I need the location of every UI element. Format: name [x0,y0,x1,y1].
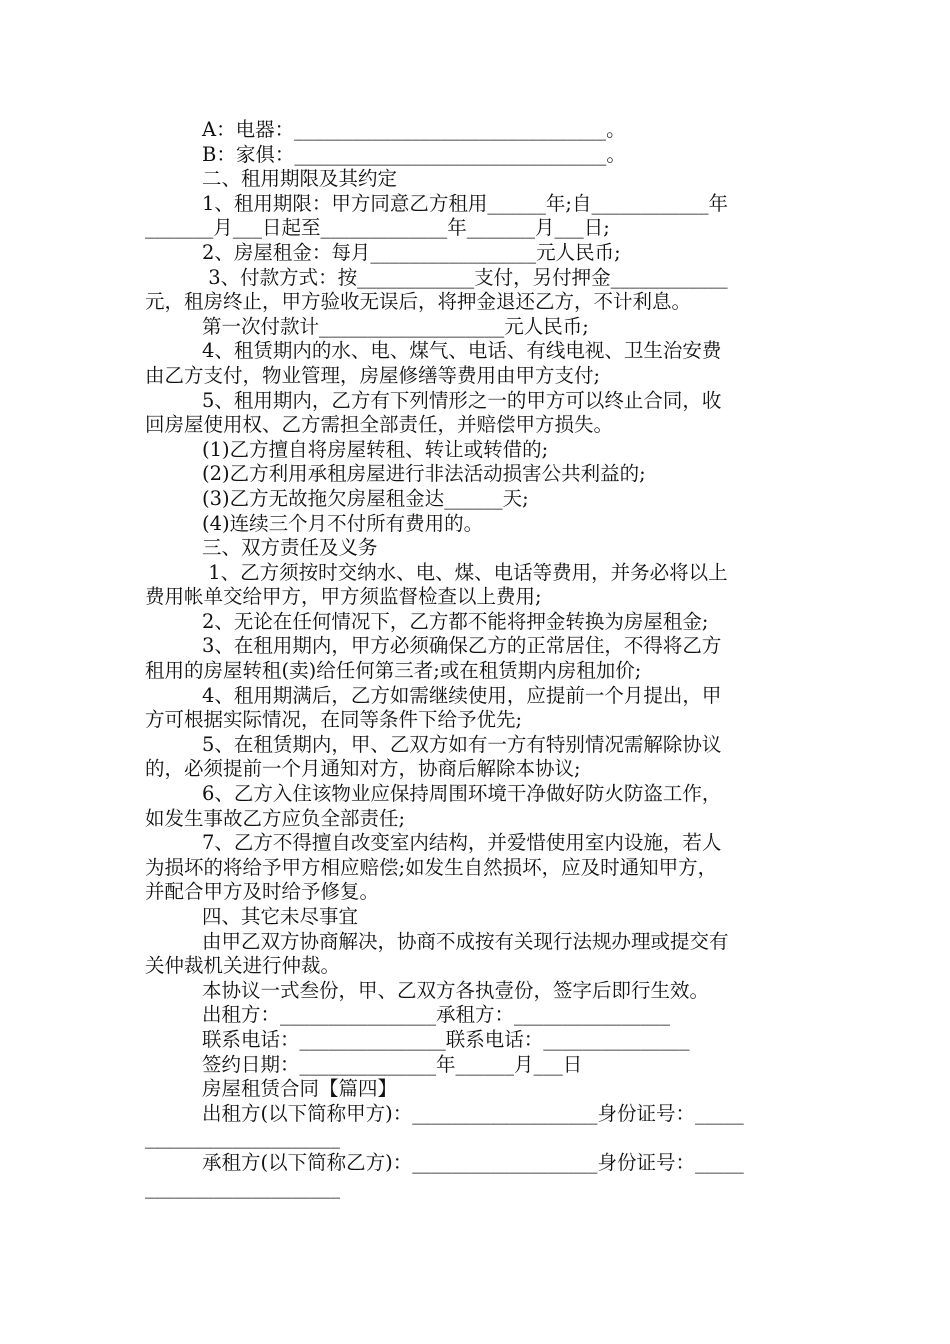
text-line: 7、乙方不得擅自改变室内结构，并爱惜使用室内设施，若人 [202,831,722,855]
text-line: ____________________ [145,1175,340,1199]
text-line: (2)乙方利用承租房屋进行非法活动损害公共利益的; [202,462,646,486]
text-line: 出租方：________________承租方：________________ [202,1003,671,1027]
text-line: _______月___日起至_____________年_______月___日; [145,216,610,240]
text-line: 回房屋使用权、乙方需担全部责任，并赔偿甲方损失。 [145,413,614,437]
text-line: 房屋租赁合同【篇四】 [202,1077,398,1101]
text-line: 并配合甲方及时给予修复。 [145,880,380,904]
text-line: 由甲乙双方协商解决，协商不成按有关现行法规办理或提交有 [202,929,729,953]
text-line: 6、乙方入住该物业应保持周围环境干净做好防火防盗工作， [202,782,722,806]
text-line: 1、乙方须按时交纳水、电、煤、电话等费用，并务必将以上 [202,560,728,584]
text-line: 方可根据实际情况，在同等条件下给予优先; [145,708,523,732]
text-line: 费用帐单交给甲方，甲方须监督检查以上费用; [145,585,542,609]
text-line: 签约日期：______________年______月___日 [202,1052,583,1076]
text-line: A：电器：________________________________。 [202,118,626,141]
document-body [145,118,810,1200]
text-line: 元，租房终止，甲方验收无误后，将押金退还乙方，不计利息。 [145,290,692,314]
text-line: 4、租用期满后，乙方如需继续使用，应提前一个月提出，甲 [202,683,722,707]
text-line: 3、付款方式：按____________支付，另付押金____________ [202,265,728,289]
text-line: B：家俱：________________________________。 [202,142,626,166]
text-line: (3)乙方无故拖欠房屋租金达______天; [202,486,529,510]
text-line: 承租方(以下简称乙方)：___________________身份证号：_____ [202,1150,744,1174]
text-line: 1、租用期限：甲方同意乙方租用______年;自____________年 [202,191,728,215]
text-line: 本协议一式叁份，甲、乙双方各执壹份，签字后即行生效。 [202,978,710,1002]
text-line: 二、租用期限及其约定 [202,167,398,191]
text-line: ____________________ [145,1126,340,1150]
text-line: 5、在租赁期内，甲、乙双方如有一方有特别情况需解除协议 [202,732,722,756]
text-line: (1)乙方擅自将房屋转租、转让或转借的; [202,437,549,461]
text-line: 四、其它未尽事宜 [202,905,359,928]
text-line: 租用的房屋转租(卖)给任何第三者;或在租赁期内房租加价; [145,659,642,683]
text-line: 第一次付款计___________________元人民币; [202,314,589,338]
text-line: 三、双方责任及义务 [202,536,378,560]
text-line: (4)连续三个月不付所有费用的。 [202,511,484,535]
text-line: 为损坏的将给予甲方相应赔偿;如发生自然损坏，应及时通知甲方， [145,855,718,879]
text-line: 联系电话：_______________联系电话：_______________ [202,1027,690,1051]
text-line: 关仲裁机关进行仲裁。 [145,954,341,978]
text-line: 5、租用期内，乙方有下列情形之一的甲方可以终止合同，收 [202,388,722,412]
text-line: 3、在租用期内，甲方必须确保乙方的正常居住，不得将乙方 [202,634,722,658]
text-line: 由乙方支付，物业管理，房屋修缮等费用由甲方支付; [145,363,601,387]
text-line: 2、无论在任何情况下，乙方都不能将押金转换为房屋租金; [202,609,709,633]
text-line: 的，必须提前一个月通知对方，协商后解除本协议; [145,757,581,781]
text-line: 2、房屋租金：每月_________________元人民币; [202,240,621,264]
text-line: 出租方(以下简称甲方)：___________________身份证号：_____ [202,1101,744,1125]
text-line: 如发生事故乙方应负全部责任; [145,806,406,830]
text-line: 4、租赁期内的水、电、煤气、电话、有线电视、卫生治安费 [202,339,722,363]
